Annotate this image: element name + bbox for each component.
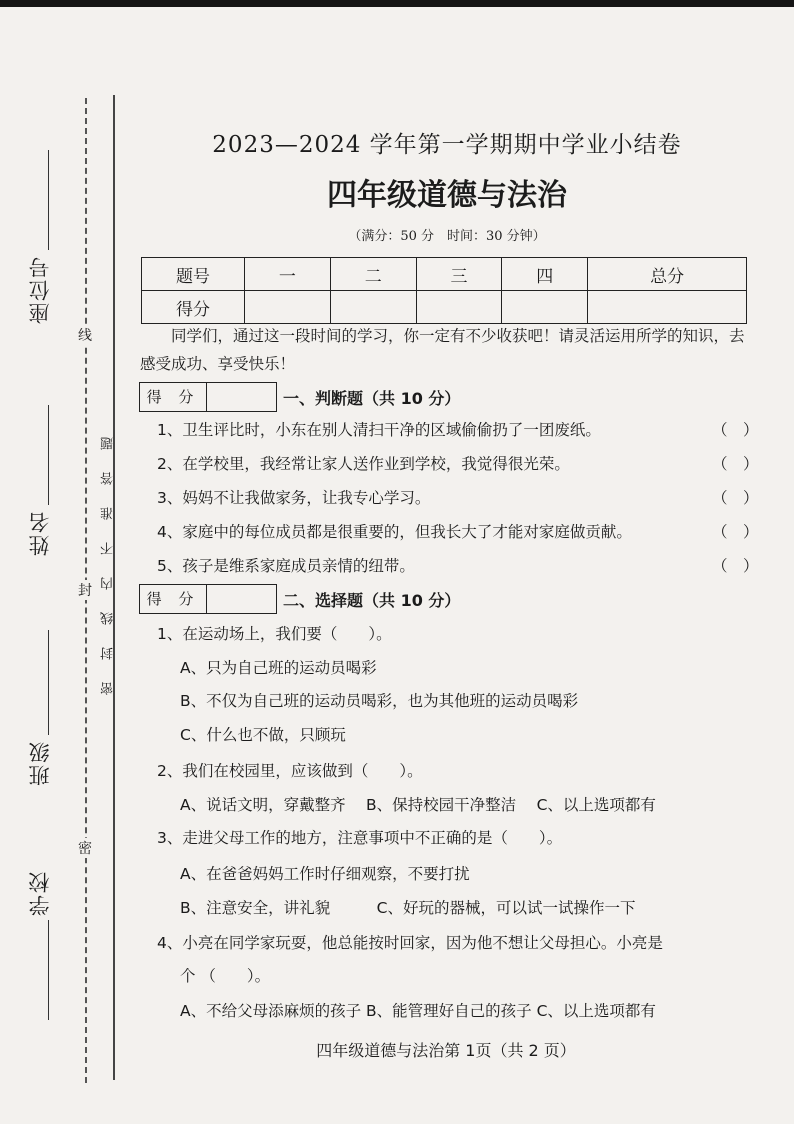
school-label: 学校 (28, 870, 52, 916)
school-blank (48, 920, 49, 1020)
choice-q1: 1、在运动场上，我们要（ ）。 (157, 625, 392, 643)
choice-q4-options: A、不给父母添麻烦的孩子 B、能管理好自己的孩子 C、以上选项都有 (180, 1002, 656, 1020)
choice-q4-continued: 个 （ ）。 (180, 967, 271, 985)
seat-number-blank (48, 150, 49, 250)
section2-score-label: 得 分 (140, 585, 207, 613)
choice-q3: 3、走进父母工作的地方，注意事项中不正确的是（ ）。 (157, 829, 563, 847)
choice-q1-option-a: A、只为自己班的运动员喝彩 (180, 659, 377, 677)
exam-title: 2023—2024 学年第一学期期中学业小结卷 (212, 132, 682, 158)
score-input-cell[interactable] (245, 291, 331, 324)
score-cell: 二 (330, 258, 416, 291)
answer-paren[interactable]: （ ） (712, 557, 759, 575)
judge-item-1: 1、卫生评比时，小东在别人清扫干净的区域偷偷扔了一团废纸。 (157, 421, 601, 439)
score-cell: 四 (502, 258, 588, 291)
intro-paragraph: 同学们，通过这一段时间的学习，你一定有不少收获吧！请灵活运用所学的知识，去感受成功、享受快乐！ (140, 327, 745, 373)
subject-title: 四年级道德与法治 (327, 178, 567, 213)
answer-paren[interactable]: （ ） (712, 489, 759, 507)
class-label: 班级 (28, 740, 52, 786)
section1-title: 一、判断题（共 10 分） (283, 389, 461, 408)
choice-q1-option-c: C、什么也不做，只顾玩 (180, 726, 346, 744)
section1-score-label: 得 分 (140, 383, 207, 411)
judge-item-4: 4、家庭中的每位成员都是很重要的，但我长大了才能对家庭做贡献。 (157, 523, 632, 541)
choice-q1-option-b: B、不仅为自己班的运动员喝彩，也为其他班的运动员喝彩 (180, 692, 579, 710)
choice-q4: 4、小亮在同学家玩耍，他总能按时回家，因为他不想让父母担心。小亮是 (157, 934, 663, 952)
choice-q2: 2、我们在校园里，应该做到（ ）。 (157, 762, 423, 780)
class-blank (48, 630, 49, 735)
exam-info: （满分：50 分 时间：30 分钟） (348, 229, 546, 244)
name-blank (48, 405, 49, 505)
seat-number-label: 座位号 (28, 255, 52, 324)
score-table (141, 257, 747, 324)
section1-score-input[interactable] (207, 383, 276, 411)
score-cell: 一 (245, 258, 331, 291)
score-cell: 总分 (588, 258, 747, 291)
seal-xian: 线 (78, 325, 92, 345)
score-input-cell[interactable] (416, 291, 502, 324)
answer-paren[interactable]: （ ） (712, 421, 759, 439)
section2-score-input[interactable] (207, 585, 276, 613)
seal-feng: 封 (78, 580, 92, 600)
score-input-cell[interactable] (502, 291, 588, 324)
answer-paren[interactable]: （ ） (712, 523, 759, 541)
score-input-cell[interactable] (330, 291, 416, 324)
choice-q2-options: A、说话文明，穿戴整齐 B、保持校园干净整洁 C、以上选项都有 (180, 796, 656, 814)
page-footer: 四年级道德与法治第 1页（共 2 页） (316, 1041, 576, 1060)
choice-q3-option-a: A、在爸爸妈妈工作时仔细观察，不要打扰 (180, 865, 470, 883)
score-table-header-row (142, 258, 747, 291)
seal-mi: 密 (78, 838, 92, 858)
score-input-cell[interactable] (588, 291, 747, 324)
name-label: 姓名 (28, 510, 52, 556)
score-cell: 得分 (142, 291, 245, 324)
judge-item-2: 2、在学校里，我经常让家人送作业到学校，我觉得很光荣。 (157, 455, 570, 473)
judge-item-3: 3、妈妈不让我做家务，让我专心学习。 (157, 489, 431, 507)
section1-score-box (139, 382, 277, 412)
judge-item-5: 5、孩子是维系家庭成员亲情的纽带。 (157, 557, 415, 575)
section2-title: 二、选择题（共 10 分） (283, 591, 461, 610)
score-table-score-row (142, 291, 747, 324)
section2-score-box (139, 584, 277, 614)
scan-top-edge (0, 0, 794, 7)
answer-paren[interactable]: （ ） (712, 455, 759, 473)
choice-q3-options-bc: B、注意安全，讲礼貌 C、好玩的器械，可以试一试操作一下 (180, 899, 636, 917)
seal-notice: 密封线内不准答题 (101, 415, 116, 695)
score-cell: 三 (416, 258, 502, 291)
score-cell: 题号 (142, 258, 245, 291)
